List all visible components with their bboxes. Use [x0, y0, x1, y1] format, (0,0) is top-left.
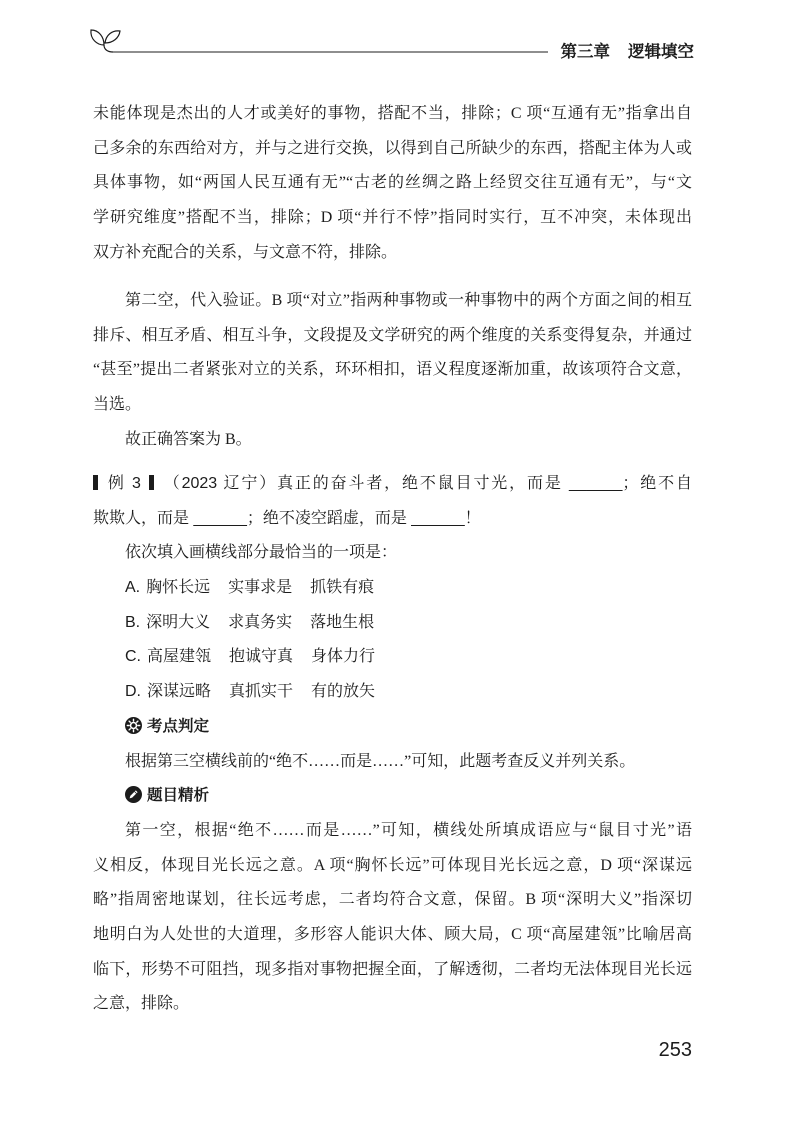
second-blank-analysis	[93, 284, 692, 457]
option-word: 抓铁有痕	[310, 579, 375, 597]
example-question-text: （2023 辽宁）真正的奋斗者，绝不鼠目寸光，而是 ______；绝不自	[161, 475, 692, 492]
chapter-title	[561, 41, 695, 63]
example-3-section	[93, 467, 692, 1022]
chapter-number: 第三章	[560, 43, 610, 61]
question-prompt: 依次填入画横线部分最恰当的一项是：	[125, 544, 398, 562]
text-line: 具体事物，如“两国人民互通有无”“古老的丝绸之路上经贸交往互通有无”，与“文	[93, 174, 692, 192]
option-word: 胸怀长远	[146, 579, 211, 597]
page-number: 253	[658, 1039, 692, 1061]
option-word: 抱诚守真	[229, 648, 294, 666]
example-label	[93, 475, 162, 492]
analysis-paragraph-continued	[93, 97, 692, 270]
gear-badge-icon	[125, 717, 142, 734]
option-a	[93, 571, 692, 606]
running-header-decoration	[0, 0, 560, 70]
option-word: 深谋远略	[147, 683, 212, 701]
example-number: 例 3	[106, 475, 141, 492]
kaodian-heading	[93, 710, 692, 745]
option-letter: D.	[125, 683, 141, 701]
text-line: 当选。	[93, 396, 142, 414]
option-letter: C.	[125, 648, 141, 666]
kaodian-title: 考点判定	[147, 717, 210, 735]
text-line: 学研究维度”搭配不当，排除；D 项“并行不悖”指同时实行，互不冲突，未体现出	[93, 209, 692, 227]
text-line: 地明白为人处世的大道理，多形容人能识大体、顾大局，C 项“高屋建瓴”比喻居高	[93, 925, 692, 943]
option-word: 真抓实干	[229, 683, 294, 701]
option-word: 高屋建瓴	[147, 648, 212, 666]
option-letter: A.	[125, 579, 141, 597]
text-line: 第二空，代入验证。B 项“对立”指两种事物或一种事物中的两个方面之间的相互	[125, 292, 692, 309]
option-c	[93, 640, 692, 675]
option-word: 有的放矢	[311, 683, 376, 701]
text-line: 第一空，根据“绝不……而是……”可知，横线处所填成语应与“鼠目寸光”语	[125, 821, 692, 839]
text-line: 临下，形势不可阻挡，现多指对事物把握全面，了解透彻，二者均无法体现目光长远	[93, 960, 692, 978]
example-question-line	[93, 467, 692, 502]
text-line: 己多余的东西给对方，并与之进行交换，以得到自己所缺少的东西，搭配主体为人或	[93, 139, 692, 157]
text-line: 双方补充配合的关系，与文意不符，排除。	[93, 243, 398, 261]
option-word: 身体力行	[311, 648, 376, 666]
option-word: 实事求是	[228, 579, 293, 597]
text-line: 之意，排除。	[93, 995, 190, 1013]
chapter-section: 逻辑填空	[628, 43, 694, 61]
text-line: 义相反，体现目光长远之意。A 项“胸怀长远”可体现目光长远之意，D 项“深谋远	[93, 856, 692, 874]
jingxi-title: 题目精析	[147, 787, 210, 805]
label-bar-left	[93, 475, 98, 490]
kaodian-text: 根据第三空横线前的“绝不……而是……”可知，此题考查反义并列关系。	[125, 752, 636, 770]
option-word: 落地生根	[310, 613, 375, 631]
option-d	[93, 675, 692, 710]
sprout-icon	[91, 30, 120, 52]
option-letter: B.	[125, 613, 141, 631]
text-line: 未能体现是杰出的人才或美好的事物，搭配不当，排除；C 项“互通有无”指拿出自	[93, 105, 692, 122]
option-b	[93, 606, 692, 641]
option-word: 求真务实	[228, 613, 293, 631]
option-word: 深明大义	[146, 613, 211, 631]
label-bar-right	[149, 475, 154, 490]
text-line: 排斥、相互矛盾、相互斗争，文段提及文学研究的两个维度的关系变得复杂，并通过	[93, 326, 692, 344]
pen-badge-icon	[125, 786, 142, 803]
text-line: “甚至”提出二者紧张对立的关系，环环相扣，语义程度逐渐加重，故该项符合文意，	[93, 361, 692, 379]
jingxi-heading	[93, 779, 692, 814]
example-question-line: 欺欺人，而是 ______；绝不凌空蹈虚，而是 ______！	[93, 509, 481, 527]
text-line: 略”指周密地谋划，往长远考虑，二者均符合文意，保留。B 项“深明大义”指深切	[93, 891, 692, 909]
answer-line: 故正确答案为 B。	[125, 430, 252, 448]
